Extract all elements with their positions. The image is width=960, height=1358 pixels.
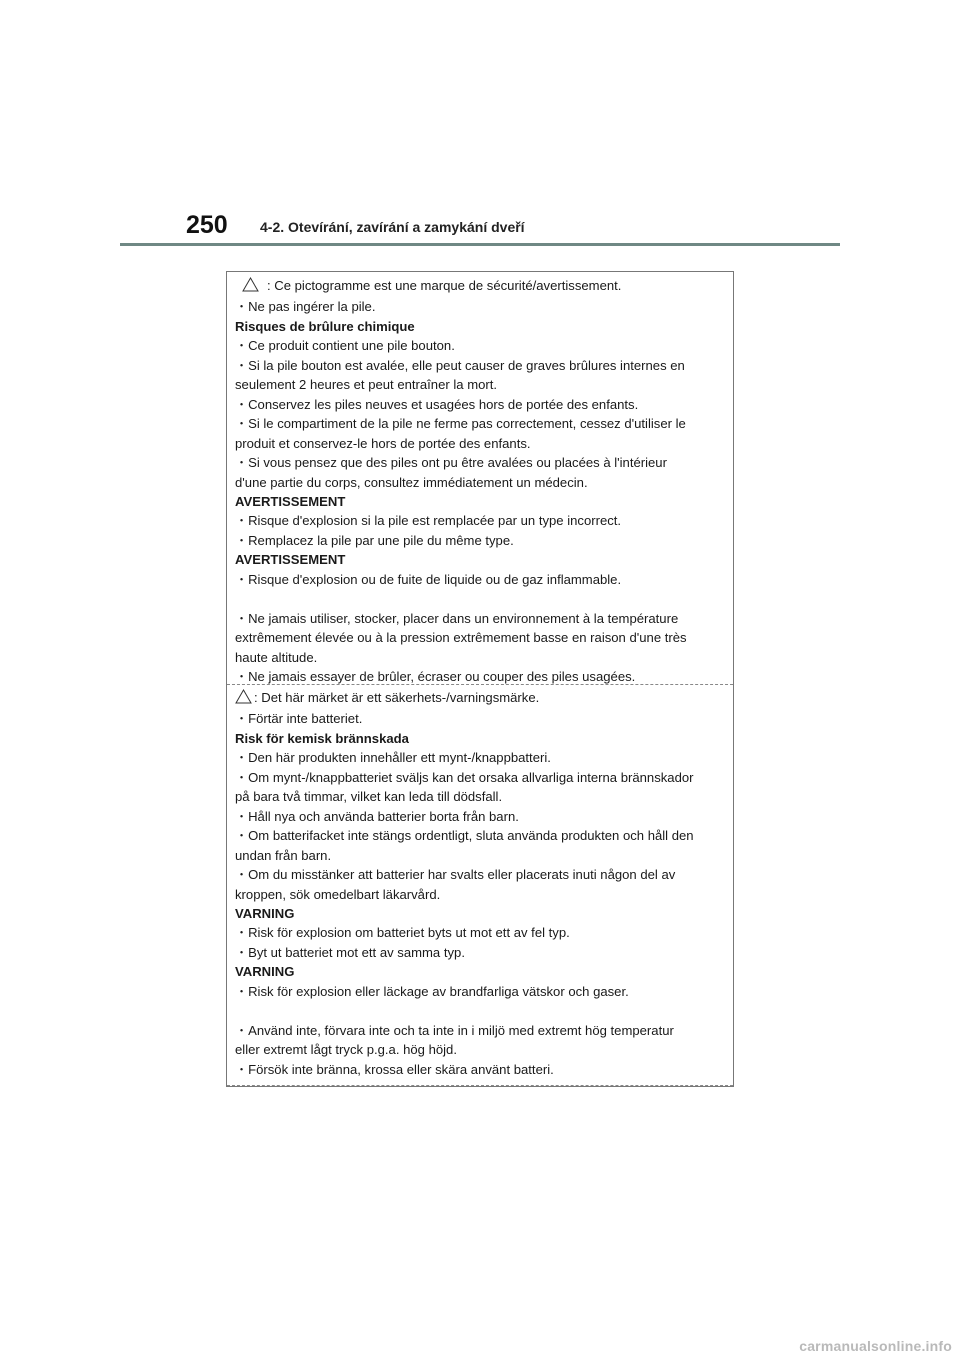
line-text: ・Om mynt-/knappbatteriet sväljs kan det orsaka allvarliga interna brännskador	[235, 769, 694, 785]
watermark: carmanualsonline.info	[799, 1338, 952, 1354]
warning-line	[235, 885, 733, 904]
line-text: ・Si la pile bouton est avalée, elle peut causer de graves brûlures internes en	[235, 357, 685, 373]
warning-line	[235, 709, 733, 728]
warning-line	[235, 1021, 733, 1040]
line-text: ・Den här produkten innehåller ett mynt-/knappbatteri.	[235, 750, 551, 766]
warning-heading	[235, 492, 733, 511]
warning-line	[235, 356, 733, 375]
warning-line	[235, 923, 733, 942]
warning-line	[235, 570, 733, 589]
line-text: ・Använd inte, förvara inte och ta inte in i miljö med extremt hög temperatur	[235, 1022, 674, 1038]
warning-line	[235, 276, 733, 297]
line-text: Risques de brûlure chimique	[235, 318, 415, 334]
line-text: ・Si le compartiment de la pile ne ferme pas correctement, cessez d'utiliser le	[235, 416, 686, 432]
warning-line	[235, 473, 733, 492]
page-number: 250	[186, 211, 228, 239]
warning-line	[235, 414, 733, 433]
line-text: ・Om du misstänker att batterier har svalts eller placerats inuti någon del av	[235, 867, 676, 883]
line-text: eller extremt lågt tryck p.g.a. hög höjd.	[235, 1042, 457, 1058]
warning-line	[235, 609, 733, 628]
line-text: Risk för kemisk brännskada	[235, 730, 409, 746]
warning-line	[235, 865, 733, 884]
french-warning-section	[227, 272, 733, 684]
warning-line	[235, 511, 733, 530]
line-text: ・Håll nya och använda batterier borta från barn.	[235, 808, 519, 824]
line-text: kroppen, sök omedelbart läkarvård.	[235, 886, 441, 902]
warning-heading	[235, 317, 733, 336]
page-header	[0, 0, 960, 250]
line-text: ・Conservez les piles neuves et usagées hors de portée des enfants.	[235, 396, 639, 412]
warning-heading	[235, 904, 733, 923]
spacer	[235, 589, 733, 608]
warning-heading	[235, 729, 733, 748]
warning-line	[235, 395, 733, 414]
warning-line	[235, 826, 733, 845]
line-text: haute altitude.	[235, 649, 318, 665]
warning-heading	[235, 962, 733, 981]
line-text: ・Ne jamais essayer de brûler, écraser ou couper des piles usagées.	[235, 669, 636, 685]
chapter-title: 4-2. Otevírání, zavírání a zamykání dveří	[260, 219, 525, 235]
warning-line	[235, 982, 733, 1001]
line-text: seulement 2 heures et peut entraîner la mort.	[235, 377, 498, 393]
warning-heading	[235, 550, 733, 569]
line-text: ・Risk för explosion eller läckage av brandfarliga vätskor och gaser.	[235, 983, 629, 999]
line-text: : Ce pictogramme est une marque de sécurité/avertissement.	[267, 278, 622, 293]
line-text: VARNING	[235, 905, 295, 921]
line-text: ・Ne jamais utiliser, stocker, placer dans un environnement à la température	[235, 610, 679, 626]
line-text: undan från barn.	[235, 847, 332, 863]
line-text: ・Si vous pensez que des piles ont pu être avalées ou placées à l'intérieur	[235, 455, 667, 471]
line-text: produit et conservez-le hors de portée des enfants.	[235, 435, 531, 451]
swedish-warning-text	[235, 685, 733, 1079]
header-divider	[120, 243, 840, 246]
warning-line	[235, 648, 733, 667]
french-warning-text	[235, 272, 733, 687]
line-text: ・Byt ut batteriet mot ett av samma typ.	[235, 944, 465, 960]
line-text: ・Ce produit contient une pile bouton.	[235, 338, 455, 354]
line-text: extrêmement élevée ou à la pression extrêmement basse en raison d'une très	[235, 630, 687, 646]
line-text: d'une partie du corps, consultez immédiatement un médecin.	[235, 474, 588, 490]
warning-line	[235, 787, 733, 806]
line-text: ・Om batterifacket inte stängs ordentligt, sluta använda produkten och håll den	[235, 828, 694, 844]
line-text: ・Försök inte bränna, krossa eller skära använt batteri.	[235, 1061, 554, 1077]
warning-line	[235, 807, 733, 826]
warning-line	[235, 434, 733, 453]
battery-warning-box	[226, 271, 734, 1087]
warning-line	[235, 846, 733, 865]
warning-line	[235, 748, 733, 767]
line-text: ・Ne pas ingérer la pile.	[235, 299, 376, 315]
warning-triangle-icon	[242, 277, 259, 297]
line-text: ・Remplacez la pile par une pile du même type.	[235, 532, 514, 548]
line-text: ・Risque d'explosion si la pile est remplacée par un type incorrect.	[235, 513, 622, 529]
warning-line	[235, 1040, 733, 1059]
warning-line	[235, 628, 733, 647]
line-text: ・Förtär inte batteriet.	[235, 711, 363, 727]
line-text: på bara två timmar, vilket kan leda till dödsfall.	[235, 789, 503, 805]
warning-line	[235, 531, 733, 550]
warning-line	[235, 688, 733, 709]
warning-line	[235, 297, 733, 316]
warning-line	[235, 1060, 733, 1079]
line-text: AVERTISSEMENT	[235, 493, 346, 509]
warning-triangle-icon	[235, 689, 252, 709]
line-text: ・Risque d'explosion ou de fuite de liquide ou de gaz inflammable.	[235, 571, 622, 587]
line-text: VARNING	[235, 964, 295, 980]
spacer	[235, 1001, 733, 1020]
line-text: ・Risk för explosion om batteriet byts ut mot ett av fel typ.	[235, 925, 570, 941]
swedish-warning-section	[227, 684, 733, 1086]
warning-line	[235, 768, 733, 787]
warning-line	[235, 336, 733, 355]
line-text: AVERTISSEMENT	[235, 552, 346, 568]
warning-line	[235, 375, 733, 394]
line-text: : Det här märket är ett säkerhets-/varningsmärke.	[254, 690, 540, 705]
warning-line	[235, 453, 733, 472]
warning-line	[235, 943, 733, 962]
